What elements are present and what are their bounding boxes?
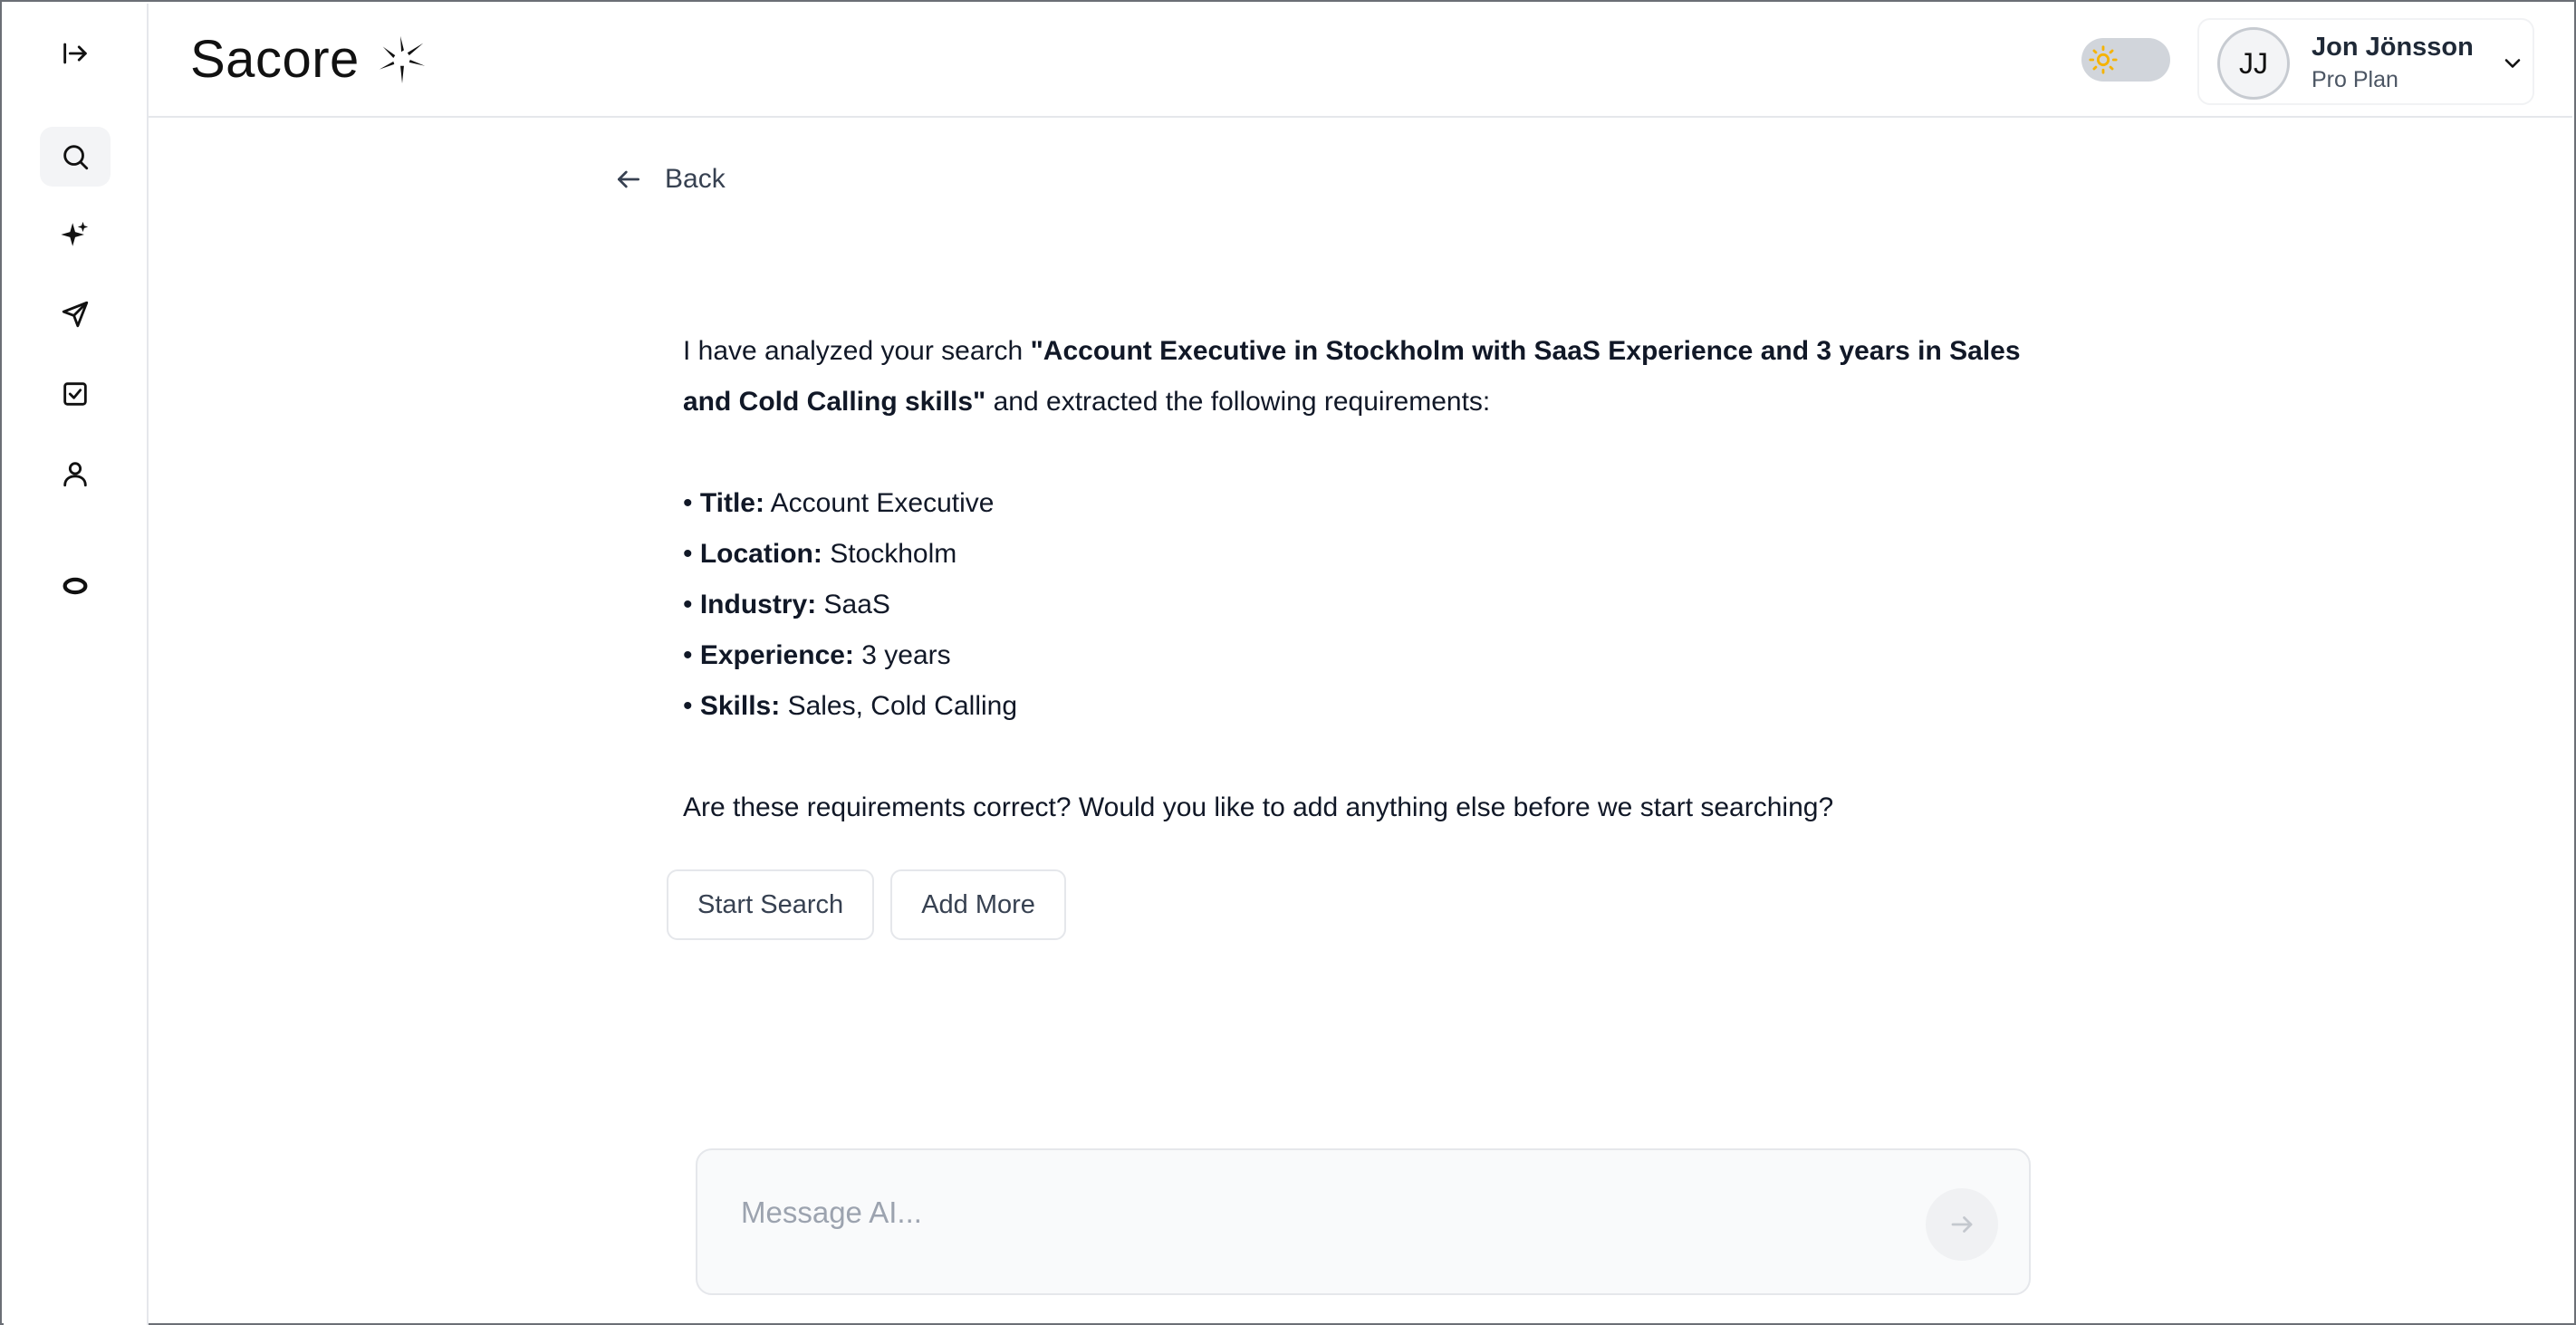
requirements-list — [683, 478, 2042, 732]
confirmation-question: Are these requirements correct? Would you like to add anything else before we start searching? — [683, 792, 1834, 822]
arrow-right-icon — [1948, 1211, 1975, 1238]
send-button[interactable] — [1926, 1188, 1998, 1261]
requirement-value: SaaS — [823, 590, 890, 619]
intro-suffix: and extracted the following requirements: — [985, 387, 1491, 417]
requirement-label: Skills: — [699, 691, 781, 721]
requirement-label: Location: — [699, 539, 822, 569]
sun-icon — [2088, 44, 2119, 75]
back-button[interactable] — [614, 158, 726, 201]
list-item: • Industry: SaaS — [683, 590, 890, 619]
ai-message — [683, 326, 2042, 833]
intro-prefix: I have analyzed your search — [683, 336, 1031, 366]
theme-toggle-knob — [2085, 42, 2121, 78]
sidebar-item-ai[interactable] — [40, 205, 111, 264]
user-plan: Pro Plan — [2312, 67, 2398, 92]
list-item: • Skills: Sales, Cold Calling — [683, 691, 1018, 721]
list-item: • Location: Stockholm — [683, 539, 957, 569]
user-menu[interactable] — [2197, 18, 2534, 105]
sidebar-item-profile[interactable] — [40, 444, 111, 504]
requirement-value: 3 years — [861, 640, 951, 670]
message-actions — [667, 869, 1066, 940]
brand-name: Sacore — [190, 29, 360, 89]
start-search-button[interactable]: Start Search — [667, 869, 874, 940]
send-icon — [60, 299, 91, 330]
requirement-label: Industry: — [699, 590, 817, 619]
requirement-label: Experience: — [699, 640, 854, 670]
message-composer — [696, 1148, 2031, 1295]
back-label: Back — [665, 164, 726, 194]
requirement-value: Sales, Cold Calling — [787, 691, 1018, 721]
requirement-label: Title: — [699, 488, 764, 518]
list-item: • Experience: 3 years — [683, 640, 951, 670]
search-query: "Account Executive in Stockholm with SaaS Experience and 3 years in Sales and Cold Calling skills" — [683, 336, 2021, 417]
user-name: Jon Jönsson — [2312, 33, 2474, 62]
sidebar-item-integration[interactable] — [40, 556, 111, 616]
requirement-value: Account Executive — [770, 488, 995, 518]
theme-toggle[interactable] — [2081, 38, 2170, 82]
checkbox-icon — [60, 379, 91, 409]
search-icon — [60, 141, 91, 172]
message-input[interactable] — [741, 1190, 1918, 1235]
chevron-down-icon — [2500, 51, 2525, 76]
ring-icon — [60, 571, 91, 601]
brand-logo[interactable] — [190, 27, 430, 91]
sidebar-item-search[interactable] — [40, 127, 111, 187]
top-header — [149, 4, 2572, 118]
sidebar-item-outreach[interactable] — [40, 284, 111, 344]
list-item: • Title: Account Executive — [683, 488, 995, 518]
user-icon — [60, 458, 91, 489]
expand-sidebar-button[interactable] — [40, 24, 111, 83]
avatar: JJ — [2217, 27, 2290, 100]
sidebar — [4, 4, 149, 1325]
expand-sidebar-icon — [60, 38, 91, 69]
add-more-button[interactable]: Add More — [890, 869, 1066, 940]
message-intro — [683, 326, 2042, 427]
requirement-value: Stockholm — [830, 539, 957, 569]
sparkles-icon — [60, 219, 91, 250]
starburst-logo-icon — [374, 31, 430, 87]
arrow-left-icon — [614, 165, 643, 194]
sidebar-item-tasks[interactable] — [40, 364, 111, 424]
